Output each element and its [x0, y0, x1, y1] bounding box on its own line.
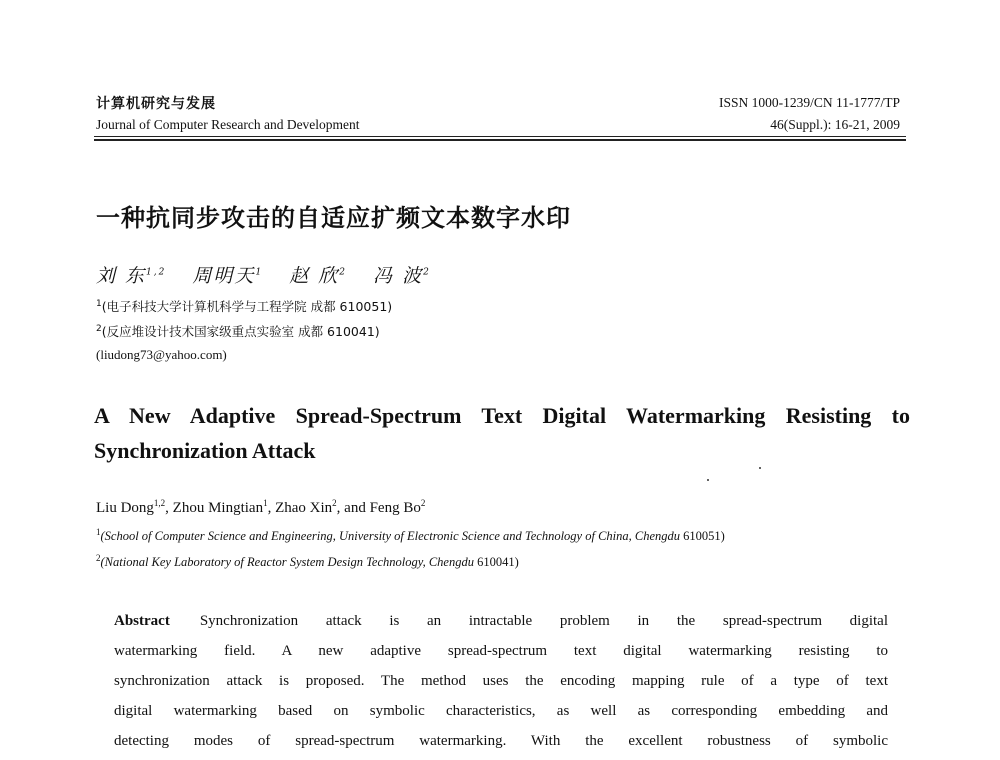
- scan-speck: [707, 479, 709, 481]
- author-en: Feng Bo: [369, 500, 421, 516]
- author-en: Zhou Mingtian: [172, 500, 264, 516]
- affiliation-zh-1: $^1$(电子科技大学计算机科学与工程学院 成都 610051): [96, 298, 393, 314]
- abstract-line: Abstract Synchronization attack is an intractable problem in the spread-spectrum digital: [114, 613, 888, 629]
- scan-speck: [759, 467, 761, 469]
- abstract-line: digital watermarking based on symbolic characteristics, as well as corresponding embedding and: [114, 703, 888, 719]
- author-zh: 周明天$^1$: [192, 265, 264, 287]
- issn: ISSN 1000-1239/CN 11-1777/TP: [718, 95, 900, 110]
- header-rule-thin: [94, 136, 906, 137]
- authors-en: Liu Dong$^{1,2}$, Zhou Mingtian$^1$, Zhao Xin$^2$, and Feng Bo$^2$: [96, 498, 426, 516]
- paper-title-zh: 一种抗同步攻击的自适应扩频文本数字水印: [96, 204, 571, 232]
- header-rule-thick: [94, 139, 906, 141]
- abstract-label: Abstract: [114, 613, 170, 629]
- author-zh: 刘 东$^{1,2}$: [96, 265, 167, 287]
- abstract-line: watermarking field. A new adaptive spread-spectrum text digital watermarking resisting to: [114, 643, 888, 659]
- author-email[interactable]: (liudong73@yahoo.com): [96, 347, 227, 362]
- authors-zh: [96, 261, 449, 288]
- abstract-line: synchronization attack is proposed. The method uses the encoding mapping rule of a type of text: [114, 673, 888, 689]
- author-en: Liu Dong: [96, 500, 154, 516]
- affiliation-en-2: $^2$(National Key Laboratory of Reactor System Design Technology, Chengdu 610041): [96, 552, 519, 569]
- author-zh: 赵 欣$^2$: [289, 265, 347, 287]
- author-zh: 冯 波$^2$: [373, 265, 431, 287]
- abstract: [114, 606, 888, 756]
- author-en: Zhao Xin: [275, 500, 333, 516]
- abstract-line: detecting modes of spread-spectrum watermarking. With the excellent robustness of symbolic: [114, 733, 888, 749]
- journal-name-zh: 计算机研究与发展: [96, 96, 216, 112]
- affiliation-en-1: $^1$(School of Computer Science and Engineering, University of Electronic Science and Technology of China, Chengdu 610051): [96, 526, 725, 543]
- volume-info: 46(Suppl.): 16-21, 2009: [770, 117, 900, 132]
- affiliation-zh-2: $^2$(反应堆设计技术国家级重点实验室 成都 610041): [96, 323, 380, 339]
- journal-name-en: Journal of Computer Research and Development: [96, 117, 360, 132]
- paper-title-en: A New Adaptive Spread-Spectrum Text Digital Watermarking Resisting to Synchronization Attack: [94, 403, 910, 463]
